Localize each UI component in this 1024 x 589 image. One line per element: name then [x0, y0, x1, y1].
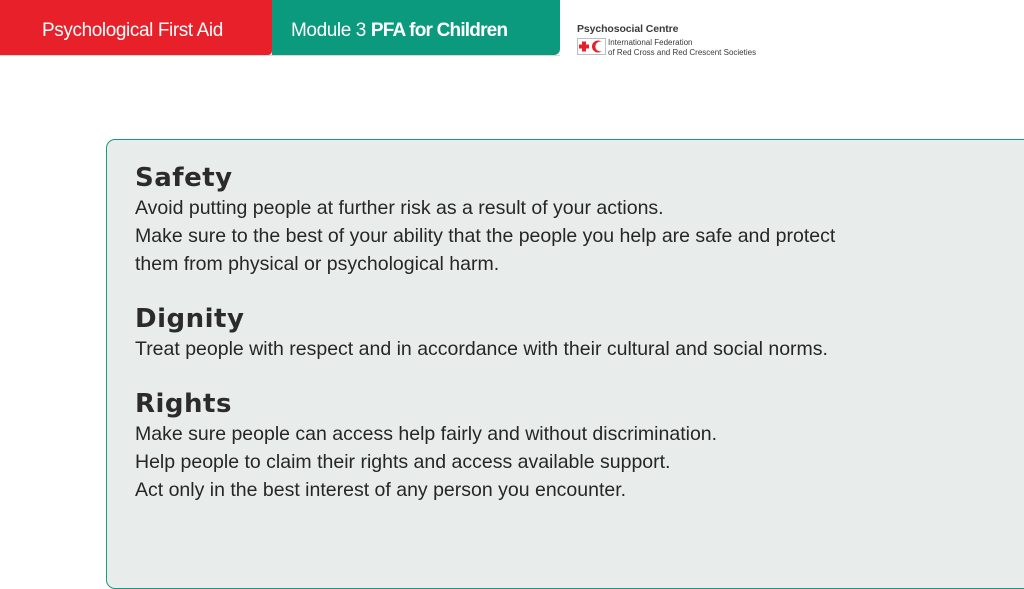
header-bar — [0, 0, 1024, 56]
section-title: Safety — [135, 163, 233, 193]
course-title: Psychological First Aid — [42, 20, 223, 41]
section-text-line: Treat people with respect and in accordance with their cultural and social norms. — [135, 338, 828, 360]
section-text-line: Make sure to the best of your ability that the people you help are safe and protect — [135, 225, 836, 247]
section-text-line: Make sure people can access help fairly and without discrimination. — [135, 423, 718, 445]
logo-line-1: International Federation — [608, 38, 693, 47]
principles-panel — [106, 139, 1024, 589]
section-title: Rights — [135, 389, 232, 419]
section-safety — [135, 162, 1015, 278]
section-rights — [135, 388, 1015, 504]
header-divider — [0, 55, 560, 56]
red-cross-crescent-emblem — [577, 38, 606, 55]
section-dignity — [135, 303, 1015, 363]
module-prefix: Module 3 — [291, 20, 366, 41]
module-tab — [272, 0, 560, 55]
section-text-line: Help people to claim their rights and access available support. — [135, 451, 671, 473]
section-title: Dignity — [135, 304, 245, 334]
course-tab — [0, 0, 272, 55]
logo-title: Psychosocial Centre — [577, 23, 679, 35]
logo-line-2: of Red Cross and Red Crescent Societies — [608, 48, 757, 57]
ifrc-psychosocial-logo — [577, 23, 767, 59]
section-text-line: Avoid putting people at further risk as a result of your actions. — [135, 197, 664, 219]
section-text-line: them from physical or psychological harm. — [135, 253, 500, 275]
module-title — [291, 20, 507, 42]
module-name: PFA for Children — [370, 20, 508, 41]
section-text-line: Act only in the best interest of any person you encounter. — [135, 479, 627, 501]
